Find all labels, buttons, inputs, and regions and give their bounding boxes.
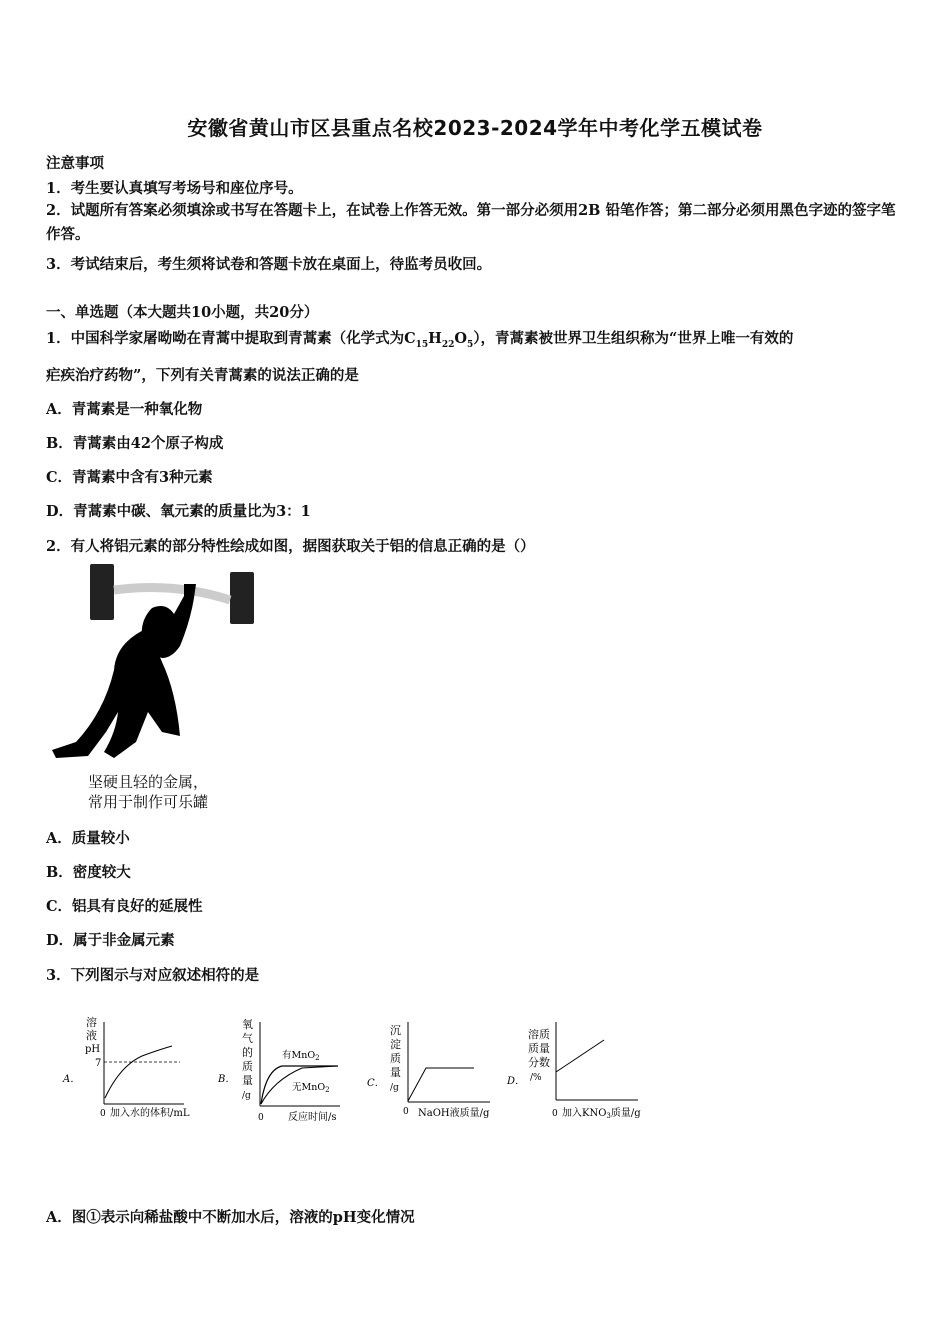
graph-b-ylabel-2: 气 <box>242 1032 253 1045</box>
q2-stem: 2．有人将铝元素的部分特性绘成如图，据图获取关于铝的信息正确的是（） <box>46 538 535 555</box>
graph-a <box>58 1010 208 1122</box>
graph-c-ylabel-4: 量 <box>390 1066 401 1079</box>
graph-b-origin: 0 <box>258 1113 264 1123</box>
graph-c-origin: 0 <box>403 1107 409 1117</box>
q3-option-a: A．图①表示向稀盐酸中不断加水后，溶液的pH变化情况 <box>46 1209 415 1226</box>
graph-c <box>364 1010 504 1126</box>
notice-item-2: 2．试题所有答案必须填涂或书写在答题卡上，在试卷上作答无效。第一部分必须用2B 铅笔作答；第二部分必须用黑色字迹的签字笔作答。 <box>46 202 896 243</box>
graph-b-ylabel-6: /g <box>242 1091 251 1101</box>
graph-c-ylabel-1: 沉 <box>390 1024 401 1037</box>
graph-c-ylabel-3: 质 <box>390 1052 401 1065</box>
q3-stem: 3．下列图示与对应叙述相符的是 <box>46 967 260 984</box>
graph-a-origin: 0 <box>100 1109 106 1119</box>
graph-d-ylabel-2: 质量 <box>528 1042 550 1055</box>
notice-item-1: 1．考生要认真填写考场号和座位序号。 <box>46 180 303 197</box>
q1-stem-b: ），青蒿素被世界卫生组织称为“世界上唯一有效的 <box>473 330 794 347</box>
barbell-right-plate <box>230 572 254 624</box>
q1-stem-line2: 疟疾治疗药物”，下列有关青蒿素的说法正确的是 <box>46 367 359 384</box>
graph-d <box>504 1010 664 1126</box>
q2-option-b: B．密度较大 <box>46 864 131 881</box>
graph-b-ylabel-3: 的 <box>242 1046 253 1059</box>
graph-b-ylabel-5: 量 <box>242 1074 253 1087</box>
q1-formula: $C_{15}H_{22}O_5$ <box>404 330 474 350</box>
page-title: 安徽省黄山市区县重点名校2023-2024学年中考化学五模试卷 <box>187 116 763 140</box>
barbell-bar <box>114 588 230 600</box>
weightlifter-illustration <box>44 562 264 772</box>
graph-b <box>214 1010 354 1126</box>
notice-heading: 注意事项 <box>46 155 104 172</box>
graph-b-ylabel-4: 质 <box>242 1060 253 1073</box>
graph-b-xlabel: 反应时间/s <box>288 1112 337 1123</box>
q2-caption-line2: 常用于制作可乐罐 <box>88 793 209 811</box>
graph-d-xlabel: 加入$KNO_3$质量/g <box>562 1108 641 1120</box>
q1-option-c: C．青蒿素中含有3种元素 <box>46 469 213 486</box>
graph-d-ylabel-1: 溶质 <box>528 1028 550 1041</box>
graph-a-xlabel: 加入水的体积/mL <box>110 1108 190 1119</box>
graph-a-curve <box>105 1046 172 1098</box>
graph-b-label: B． <box>218 1074 236 1085</box>
graph-b-curve2-label: 无MnO$_2$ <box>292 1082 330 1094</box>
graph-b-curve1-label: 有MnO$_2$ <box>282 1050 320 1062</box>
q1-stem-line1 <box>46 327 793 350</box>
q1-option-b: B．青蒿素由42个原子构成 <box>46 435 224 452</box>
graph-a-ylabel-3: pH <box>85 1044 101 1055</box>
graph-d-label: D． <box>507 1076 526 1087</box>
graph-d-curve <box>556 1040 604 1072</box>
q1-option-a: A．青蒿素是一种氧化物 <box>46 401 203 418</box>
q2-option-d: D．属于非金属元素 <box>46 932 175 949</box>
section-heading: 一、单选题（本大题共10小题，共20分） <box>46 304 319 321</box>
notice-item-3: 3．考试结束后，考生须将试卷和答题卡放在桌面上，待监考员收回。 <box>46 256 492 273</box>
graph-a-tick-7: 7 <box>95 1058 102 1069</box>
graph-a-ylabel-1: 溶 <box>86 1016 97 1029</box>
q2-option-a: A．质量较小 <box>46 830 130 847</box>
q1-option-d: D．青蒿素中碳、氧元素的质量比为3：1 <box>46 503 311 520</box>
barbell-left-plate <box>90 564 114 620</box>
graph-c-xlabel: NaOH液质量/g <box>418 1108 490 1119</box>
q2-caption-line1: 坚硬且轻的金属， <box>88 773 209 791</box>
graph-c-ylabel-2: 淀 <box>390 1038 401 1051</box>
graph-c-curve <box>408 1068 474 1101</box>
graph-a-ylabel-2: 液 <box>86 1029 97 1042</box>
graph-d-ylabel-3: 分数 <box>528 1056 550 1069</box>
graph-d-ylabel-4: /% <box>530 1073 542 1083</box>
q2-option-c: C．铝具有良好的延展性 <box>46 898 203 915</box>
graph-a-label: A． <box>63 1074 81 1085</box>
graph-b-ylabel-1: 氧 <box>242 1018 253 1031</box>
graph-d-origin: 0 <box>552 1109 558 1119</box>
q1-stem-a: 1．中国科学家屠呦呦在青蒿中提取到青蒿素（化学式为 <box>46 330 405 347</box>
graph-c-label: C． <box>367 1078 385 1089</box>
graph-c-ylabel-5: /g <box>390 1083 399 1093</box>
